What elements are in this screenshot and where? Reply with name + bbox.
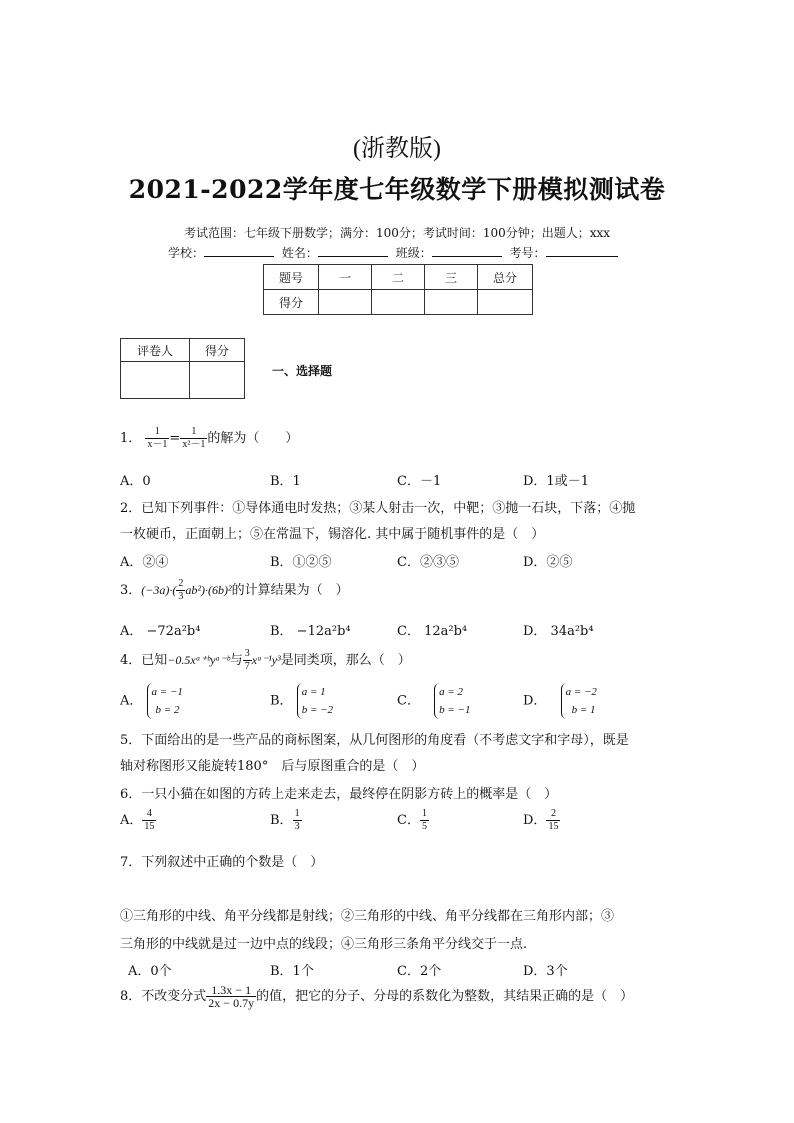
name-blank[interactable] (318, 244, 388, 257)
school-blank[interactable] (204, 244, 274, 257)
option-b[interactable]: B．①②⑤ (270, 555, 332, 570)
math-expression: (−3a)·( (141, 583, 177, 597)
question-text: 的值，把它的分子、分母的系数化为整数，其结果正确的是（ ） (256, 989, 634, 1004)
question-text: 已知下列事件：①导体通电时发热；③某人射击一次，中靶；③抛一石块，下落；④抛 (141, 501, 636, 516)
class-blank[interactable] (432, 244, 502, 257)
edition-label: (浙教版) (353, 136, 441, 162)
option-c[interactable]: C．－1 (397, 474, 442, 489)
exam-title: 2021-2022学年度七年级数学下册模拟测试卷 (128, 175, 666, 204)
score-cell: 三 (425, 265, 478, 290)
question-number: 6． (120, 787, 142, 802)
grader-table (120, 338, 245, 399)
score-blank-cell[interactable] (425, 290, 478, 315)
option-d[interactable]: D． 34a²b⁴ (523, 624, 594, 639)
fraction: $\frac{1}{3}$ (294, 808, 300, 832)
question-1: 1． $\frac{1}{x-1}$ = $\frac{1}{\text{x²－1}}$ 的解为（ ） (120, 426, 299, 450)
fraction: $\frac{1}{\text{x²－1}}$ (182, 426, 206, 450)
option-d[interactable]: D．②⑤ (523, 555, 573, 570)
option-a[interactable]: A． a = −1 b = 2 (120, 683, 183, 719)
fraction: $\frac{1.3x - 1}{2x - 0.7y}$ (208, 983, 255, 1010)
score-cell: 题号 (264, 265, 319, 290)
option-a[interactable]: A． −72a²b⁴ (120, 624, 201, 639)
question-text: 的解为（ ） (207, 431, 299, 446)
exam-info: 考试范围：七年级下册数学；满分：100分；考试时间：100分钟；出题人；xxx (183, 226, 611, 240)
option-b[interactable]: B． $\frac{1}{3}$ (270, 808, 300, 832)
option-c[interactable]: C． 12a²b⁴ (397, 624, 468, 639)
score-table-header (264, 265, 533, 290)
question-number: 7． (120, 855, 142, 870)
fraction: $\frac{2}{15}$ (548, 808, 559, 832)
question-text: 是同类项，那么（ ） (280, 653, 411, 668)
question-text: 下列叙述中正确的个数是（ ） (141, 855, 324, 870)
score-table-row (264, 290, 533, 315)
question-2 (120, 497, 635, 516)
section-heading: 一、选择题 (272, 364, 333, 378)
option-a[interactable]: A． $\frac{4}{15}$ (120, 808, 155, 832)
option-c[interactable]: C． $\frac{1}{5}$ (397, 808, 427, 832)
id-blank[interactable] (546, 244, 618, 257)
grader-score-header: 得分 (190, 339, 245, 362)
option-a[interactable]: A．②④ (120, 555, 169, 570)
equation-system: a = −1 b = 2 (147, 683, 183, 719)
option-b[interactable]: B．1个 (270, 964, 314, 979)
question-text: 一只小猫在如图的方砖上走来走去，最终停在阴影方砖上的概率是（ ） (141, 787, 558, 802)
fraction: $\frac{2}{3}$ (178, 578, 184, 602)
id-label: 考号： (509, 246, 546, 260)
question-text: 的计算结果为（ ） (231, 583, 349, 598)
option-c[interactable]: C．②③⑤ (397, 555, 459, 570)
class-label: 班级： (395, 246, 432, 260)
question-3 (120, 578, 349, 603)
student-fields (168, 244, 618, 261)
fraction: $\frac{1}{5}$ (421, 808, 427, 832)
question-number: 1． (120, 431, 142, 446)
grader-blank-cell[interactable] (190, 362, 245, 399)
score-cell: 总分 (478, 265, 533, 290)
score-cell: 二 (372, 265, 425, 290)
question-number: 5． (120, 733, 142, 748)
option-c[interactable]: C．2个 (397, 964, 442, 979)
grader-blank-cell[interactable] (121, 362, 190, 399)
score-blank-cell[interactable] (372, 290, 425, 315)
score-row-label: 得分 (264, 290, 319, 315)
question-number: 4． (120, 653, 142, 668)
option-a[interactable]: A．0 (120, 474, 151, 489)
option-d[interactable]: D． a = −2 b = 1 (523, 683, 597, 719)
fraction: $\frac{4}{15}$ (144, 808, 155, 832)
question-number: 8． (120, 989, 142, 1004)
option-d[interactable]: D． $\frac{2}{15}$ (523, 808, 559, 832)
question-text: 下面给出的是一些产品的商标图案，从几何图形的角度看（不考虑文字和字母），既是 (141, 733, 629, 748)
question-2-line2: 一枚硬币，正面朝上；⑤在常温下，锡溶化. 其中属于随机事件的是（ ） (120, 527, 545, 542)
score-table (263, 264, 533, 315)
school-label: 学校： (168, 246, 205, 260)
fraction: $\frac{1}{x-1}$ (147, 426, 168, 450)
question-number: 2． (120, 501, 142, 516)
option-d[interactable]: D．3个 (523, 964, 568, 979)
grader-header: 评卷人 (121, 339, 190, 362)
question-number: 3． (120, 583, 142, 598)
math-expression: xᵃ⁻¹y³ (251, 653, 281, 667)
score-blank-cell[interactable] (319, 290, 372, 315)
question-6 (120, 783, 557, 802)
question-8: 8．不改变分式 $\frac{1.3x - 1}{2x - 0.7y}$ 的值，把它的分子、分母的系数化为整数，其结果正确的是（ ） (120, 983, 634, 1010)
math-expression: ab²)·(6b)² (185, 583, 232, 597)
fraction: $\frac{3}{7}$ (244, 648, 250, 672)
equation-system: a = 1 b = −2 (297, 683, 333, 719)
question-7 (120, 851, 323, 870)
math-expression: −0.5xᵃ⁺ᵇyᵃ⁻ᵇ (167, 653, 230, 667)
equation-system: a = −2 b = 1 (561, 683, 597, 719)
name-label: 姓名： (281, 246, 318, 260)
score-blank-cell[interactable] (478, 290, 533, 315)
option-b[interactable]: B． −12a²b⁴ (270, 624, 351, 639)
question-7-statement-2: 三角形的中线就是过一边中点的线段；④三角形三条角平分线交于一点. (120, 937, 528, 952)
equation-system: a = 2 b = −1 (434, 683, 470, 719)
option-b[interactable]: B． a = 1 b = −2 (270, 683, 333, 719)
score-cell: 一 (319, 265, 372, 290)
option-a[interactable]: A．0个 (128, 964, 172, 979)
question-7-statement-1: ①三角形的中线、角平分线都是射线；②三角形的中线、角平分线都在三角形内部；③ (120, 909, 615, 924)
option-d[interactable]: D．1或－1 (523, 474, 589, 489)
question-5-line2: 轴对称图形又能旋转180° 后与原图重合的是（ ） (120, 759, 425, 774)
option-c[interactable]: C． a = 2 b = −1 (397, 683, 470, 719)
question-4: 4．已知−0.5xᵃ⁺ᵇyᵃ⁻ᵇ与 $\frac{3}{7}$ xᵃ⁻¹y³是同类项，那么（ ） (120, 648, 411, 672)
option-b[interactable]: B．1 (270, 474, 301, 489)
question-5 (120, 729, 629, 748)
